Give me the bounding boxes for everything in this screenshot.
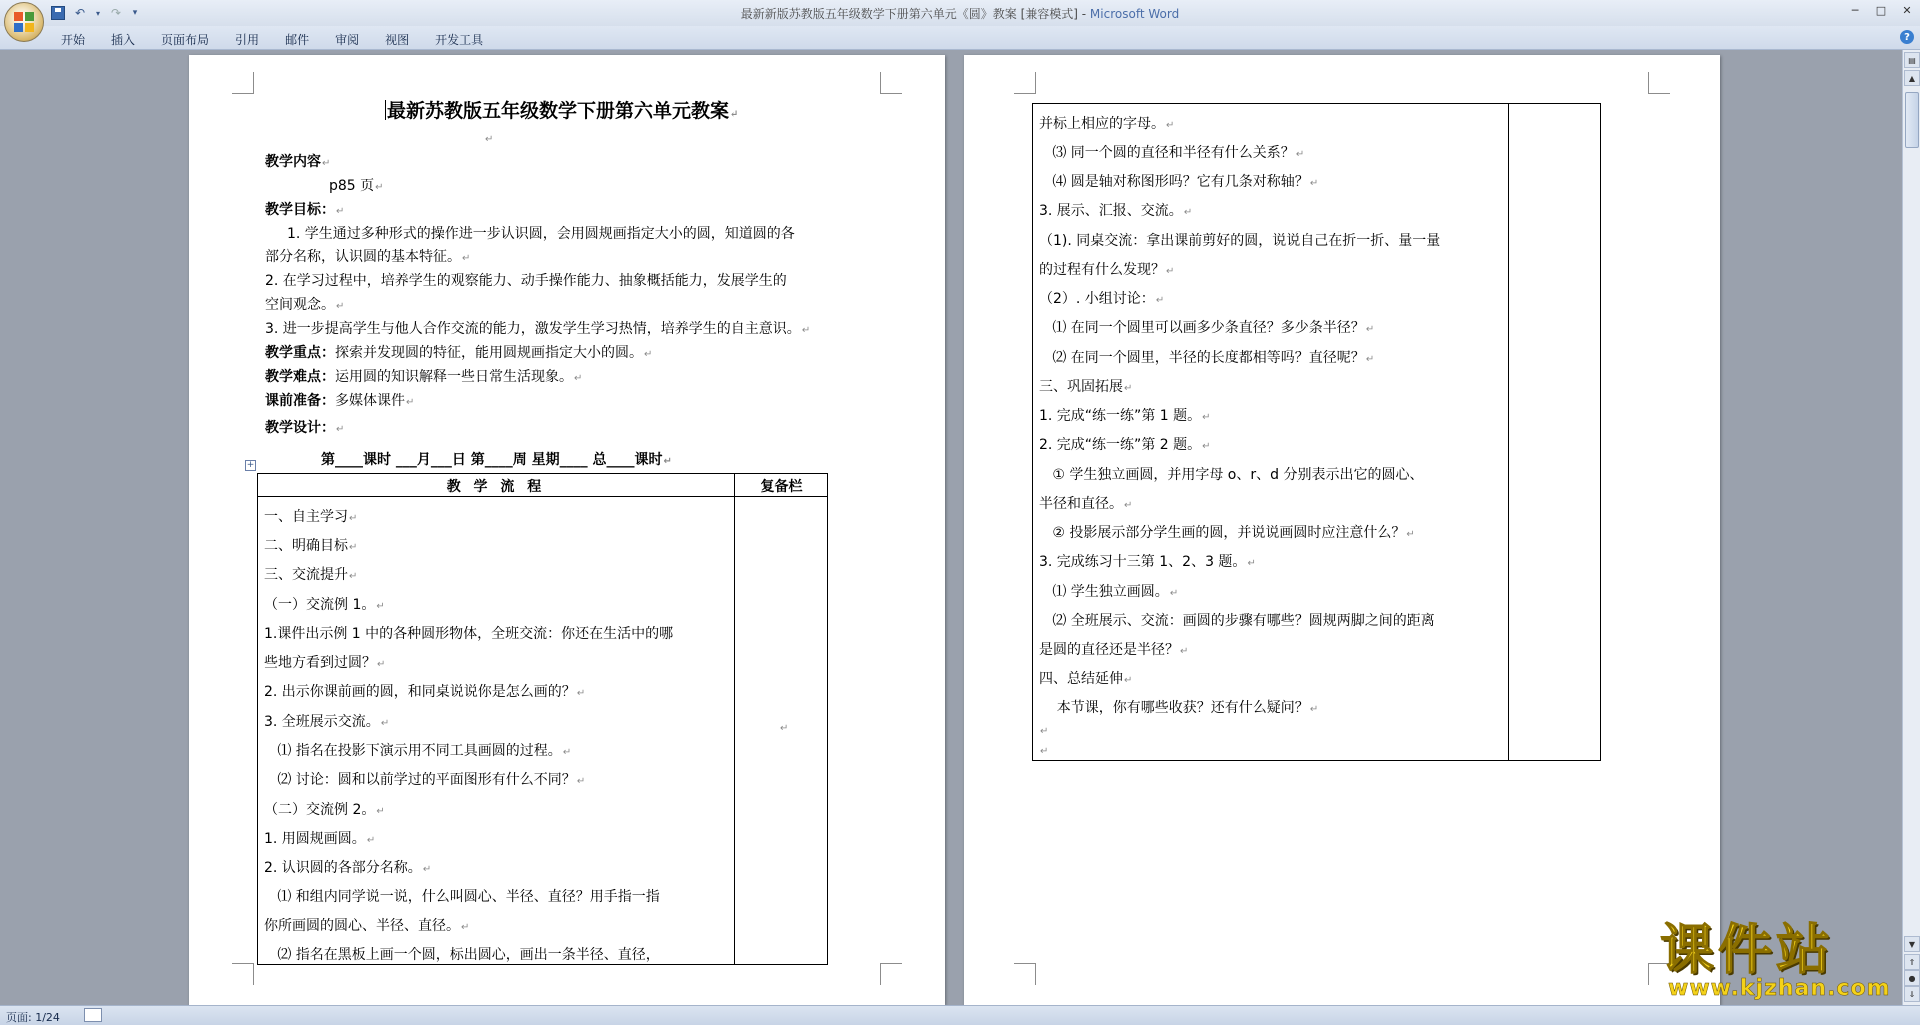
table-row: ⑵ 全班展示、交流：画圆的步骤有哪些？圆规两脚之间的距离 [1039, 613, 1435, 629]
minimize-button[interactable]: ─ [1851, 3, 1859, 17]
document-page-1[interactable] [189, 55, 945, 1005]
document-title: 最新苏教版五年级数学下册第六单元教案↵ [387, 100, 739, 122]
ribbon-tab-bar [0, 26, 1920, 50]
office-button[interactable] [4, 2, 44, 42]
goal-2-line-1: 2. 在学习过程中，培养学生的观察能力、动手操作能力、抽象概括能力，发展学生的 [265, 273, 787, 289]
tab-insert[interactable]: 插入 [111, 33, 136, 47]
table-row: 三、交流提升↵ [264, 567, 358, 583]
tab-developer[interactable]: 开发工具 [435, 33, 484, 47]
table-row: 1. 完成“练一练”第 1 题。↵ [1039, 408, 1211, 424]
table-row: 些地方看到过圆？↵ [264, 655, 386, 671]
key-point: 教学重点：探索并发现圆的特征，能用圆规画指定大小的圆。↵ [265, 345, 653, 361]
title-bar [0, 0, 1920, 26]
tab-references[interactable]: 引用 [235, 33, 260, 47]
table-row: ⑵ 在同一个圆里，半径的长度都相等吗？直径呢？↵ [1039, 350, 1375, 366]
table-row: （二）交流例 2。↵ [264, 802, 385, 818]
close-button[interactable]: ✕ [1902, 3, 1912, 17]
table-row: 2. 出示你课前画的圆，和同桌说说你是怎么画的？↵ [264, 684, 586, 700]
tab-home[interactable]: 开始 [61, 33, 86, 47]
table-row: 一、自主学习↵ [264, 509, 358, 525]
table-row: 1.课件出示例 1 中的各种圆形物体，全班交流：你还在生活中的哪 [264, 626, 674, 642]
proofing-icon[interactable] [84, 1008, 102, 1022]
ruler-toggle-icon[interactable]: ▤ [1904, 52, 1920, 68]
table-row: 二、明确目标↵ [264, 538, 358, 554]
table-row: ① 学生独立画圆，并用字母 o、r、d 分别表示出它的圆心、 [1039, 467, 1424, 483]
previous-page-icon[interactable]: ⇑ [1904, 954, 1920, 970]
preparation: 课前准备：多媒体课件↵ [265, 393, 415, 409]
content-heading: 教学内容↵ [265, 154, 331, 170]
table-row: 三、巩固拓展↵ [1039, 379, 1133, 395]
undo-dropdown-icon[interactable]: ▾ [95, 8, 100, 18]
undo-icon: ↶ [74, 6, 86, 20]
document-name: 最新新版苏教版五年级数学下册第六单元《圆》教案 [兼容模式] - [740, 7, 1090, 21]
lesson-info-line: 第____课时 ___月___日 第____周 星期____ 总____课时↵ [321, 452, 672, 468]
lesson-table-page-2 [1032, 103, 1601, 761]
table-row: 并标上相应的字母。↵ [1039, 116, 1175, 132]
table-move-handle[interactable]: + [246, 460, 255, 470]
crop-mark [1014, 72, 1036, 94]
window-title [0, 5, 1920, 22]
goal-1-line-1: 1. 学生通过多种形式的操作进一步认识圆，会用圆规画指定大小的圆，知道圆的各 [287, 226, 795, 242]
table-row: 3. 全班展示交流。↵ [264, 714, 390, 730]
table-row: 2. 完成“练一练”第 2 题。↵ [1039, 437, 1211, 453]
table-row: 3. 展示、汇报、交流。↵ [1039, 203, 1193, 219]
tab-review[interactable]: 审阅 [335, 33, 360, 47]
status-bar [0, 1005, 1920, 1025]
lesson-table-page-1 [257, 473, 828, 965]
table-row: ⑴ 和组内同学说一说，什么叫圆心、半径、直径？用手指一指 [264, 889, 660, 905]
table-row: 2. 认识圆的各部分名称。↵ [264, 860, 432, 876]
maximize-button[interactable]: □ [1875, 3, 1887, 17]
scroll-up-icon[interactable]: ▲ [1904, 70, 1920, 86]
document-page-2[interactable] [964, 55, 1720, 1005]
crop-mark [1014, 963, 1036, 985]
table-header-process: 教 学 流 程 [446, 479, 546, 495]
redo-icon: ↷ [110, 6, 122, 20]
scrollbar-thumb[interactable] [1905, 92, 1919, 148]
qat-customize-button[interactable]: ▾ [132, 8, 138, 18]
crop-mark [232, 963, 254, 985]
content-value: p85 页↵ [329, 178, 384, 194]
table-row: 是圆的直径还是半径？↵ [1039, 642, 1189, 658]
tab-mailings[interactable]: 邮件 [285, 33, 310, 47]
paragraph-mark: ↵ [1040, 746, 1049, 757]
table-row: ⑷ 圆是轴对称图形吗？它有几条对称轴？↵ [1039, 174, 1319, 190]
table-row: 本节课，你有哪些收获？还有什么疑问？↵ [1039, 700, 1319, 716]
table-row: ⑴ 指名在投影下演示用不同工具画圆的过程。↵ [264, 743, 572, 759]
table-header-notes: 复备栏 [760, 479, 803, 495]
help-icon[interactable]: ? [1900, 30, 1914, 44]
browse-object-icon[interactable]: ● [1904, 970, 1920, 986]
document-area[interactable] [0, 50, 1902, 1005]
crop-mark [232, 72, 254, 94]
table-row: （一）交流例 1。↵ [264, 597, 385, 613]
table-row: ⑵ 讨论：圆和以前学过的平面图形有什么不同？↵ [264, 772, 586, 788]
paragraph-mark: ↵ [485, 134, 494, 145]
paragraph-mark: ↵ [1040, 726, 1049, 737]
tab-page-layout[interactable]: 页面布局 [161, 33, 210, 47]
table-row: 四、总结延伸↵ [1039, 671, 1133, 687]
table-row: ⑴ 在同一个圆里可以画多少条直径？多少条半径？↵ [1039, 320, 1375, 336]
office-logo-icon [14, 12, 34, 32]
watermark-title: 课件站 [1660, 917, 1834, 981]
goal-2-line-2: 空间观念。↵ [265, 297, 345, 313]
app-name: Microsoft Word [1089, 7, 1180, 21]
tab-view[interactable]: 视图 [385, 33, 410, 47]
watermark-url: www.kjzhan.com [1668, 976, 1891, 1001]
page-indicator[interactable]: 页面: 1/24 [6, 1011, 60, 1024]
table-row: 半径和直径。↵ [1039, 496, 1133, 512]
table-row: 你所画圆的圆心、半径、直径。↵ [264, 918, 470, 934]
watermark-logo [1660, 917, 1905, 1005]
goal-3: 3. 进一步提高学生与他人合作交流的能力，激发学生学习热情，培养学生的自主意识。↵ [265, 321, 811, 337]
vertical-scrollbar[interactable] [1902, 50, 1920, 1005]
crop-mark [880, 72, 902, 94]
table-row: 的过程有什么发现？↵ [1039, 262, 1175, 278]
window-controls [1842, 0, 1920, 20]
table-row: ② 投影展示部分学生画的圆，并说说画圆时应注意什么？↵ [1039, 525, 1415, 541]
cell-end-mark: ↵ [780, 723, 789, 734]
crop-mark [880, 963, 902, 985]
text-cursor [385, 100, 386, 120]
next-page-icon[interactable]: ⇓ [1904, 986, 1920, 1002]
crop-mark [1648, 72, 1670, 94]
table-row: 3. 完成练习十三第 1、2、3 题。↵ [1039, 554, 1256, 570]
design-heading: 教学设计：↵ [265, 420, 345, 436]
table-row: ⑵ 指名在黑板上画一个圆，标出圆心，画出一条半径、直径， [264, 947, 660, 963]
table-row: ⑶ 同一个圆的直径和半径有什么关系？↵ [1039, 145, 1305, 161]
table-row: ⑴ 学生独立画圆。↵ [1039, 584, 1179, 600]
table-row: 1. 用圆规画圆。↵ [264, 831, 376, 847]
goals-heading: 教学目标：↵ [265, 202, 345, 218]
difficulty-point: 教学难点：运用圆的知识解释一些日常生活现象。↵ [265, 369, 583, 385]
goal-1-line-2: 部分名称，认识圆的基本特征。↵ [265, 249, 471, 265]
table-row: （1). 同桌交流：拿出课前剪好的圆，说说自己在折一折、量一量 [1039, 233, 1441, 249]
table-row: （2）. 小组讨论：↵ [1039, 291, 1165, 307]
scroll-down-icon[interactable]: ▼ [1904, 936, 1920, 952]
